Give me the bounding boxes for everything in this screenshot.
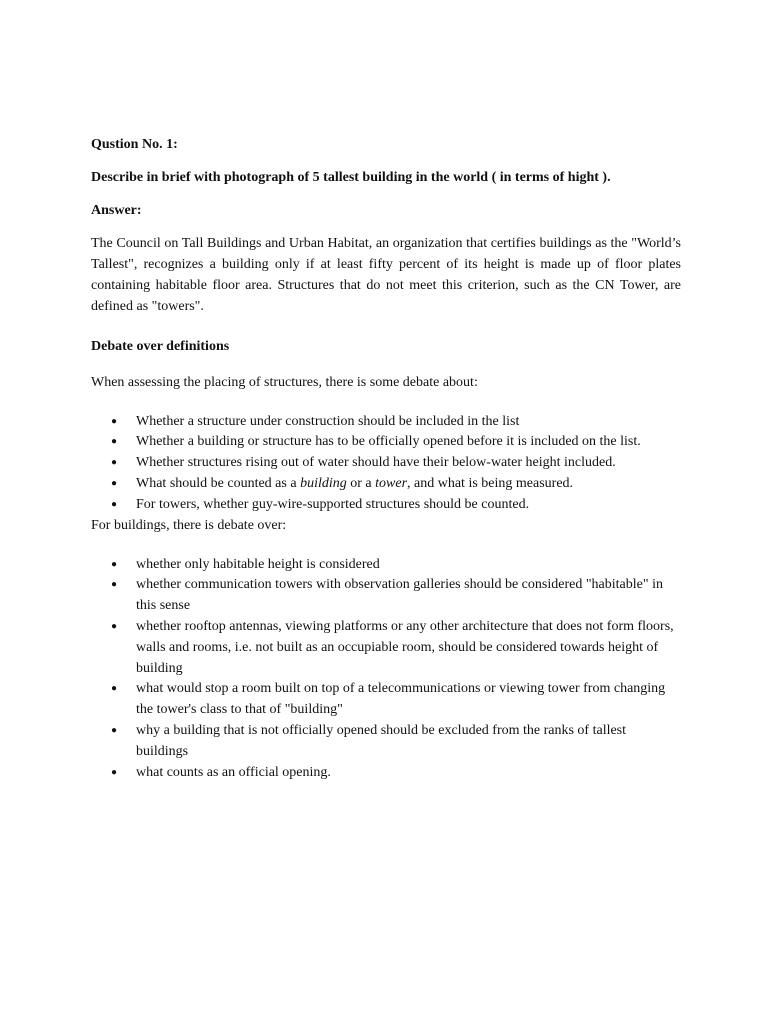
bullet-icon: ● [111,436,118,448]
bullet-icon: ● [111,415,118,427]
list-item [91,432,681,453]
list-item [91,474,681,495]
question-text: Describe in brief with photograph of 5 tallest building in the world ( in terms of hight ). [91,170,611,185]
list-item [91,453,681,474]
question-label: Qustion No. 1: [91,137,178,152]
list-item-emphasis: building [300,476,347,492]
list-item-text: For towers, whether guy-wire-supported structures should be counted. [136,496,530,512]
list-item-text: whether rooftop antennas, viewing platforms or any other architecture that does not form floors, walls and rooms, i.e. not built as an occupiable room, should be considered towards height of building [136,619,674,676]
bullet-icon: ● [111,724,118,736]
list-item [91,763,681,784]
list-item [91,679,681,721]
bullet-icon: ● [111,457,118,469]
bullet-icon: ● [111,498,118,510]
answer-label: Answer: [91,203,142,218]
list-item-emphasis: tower [375,476,408,492]
bullet-icon: ● [111,683,118,695]
bullet-icon: ● [111,766,118,778]
list-item-text: what counts as an official opening. [136,764,331,780]
list-item [91,412,681,433]
document-page [91,135,681,783]
buildings-intro: For buildings, there is debate over: [91,517,287,533]
bullet-icon: ● [111,478,118,490]
bullet-icon: ● [111,558,118,570]
list-item [91,495,681,516]
list-item-text: what would stop a room built on top of a telecommunications or viewing tower from changing the tower's class to that of "building" [136,681,666,718]
bullet-icon: ● [111,621,118,632]
answer-paragraph: The Council on Tall Buildings and Urban Habitat, an organization that certifies buildings as the "World’s Tallest", recognizes a building only if at least fifty percent of its height is made up of floor plates containing habitable floor area. Structures that do not meet this criterion, such as the CN Tower, are defined as "towers". [91,236,681,314]
list-item-text-part: , and what is being measured. [407,476,574,492]
list-item [91,721,681,763]
list-item-text-part: What should be counted as a [136,476,301,492]
list-item-text: Whether a building or structure has to be officially opened before it is included on the list. [136,434,641,450]
list-item [91,617,681,679]
list-item-text: Whether a structure under construction should be included in the list [136,413,520,429]
buildings-debate-list [91,555,681,784]
section-intro: When assessing the placing of structures, there is some debate about: [91,374,478,390]
list-item-text-part: or a [346,476,376,492]
section-title: Debate over definitions [91,338,230,354]
debate-list [91,412,681,516]
list-item-text: why a building that is not officially opened should be excluded from the ranks of tallest buildings [136,722,627,759]
list-item [91,555,681,576]
list-item-text: whether communication towers with observation galleries should be considered "habitable" in this sense [136,577,663,614]
list-item-text: Whether structures rising out of water should have their below-water height included. [136,455,616,471]
bullet-icon: ● [111,579,118,591]
list-item [91,575,681,617]
list-item-text: whether only habitable height is considered [136,556,380,572]
